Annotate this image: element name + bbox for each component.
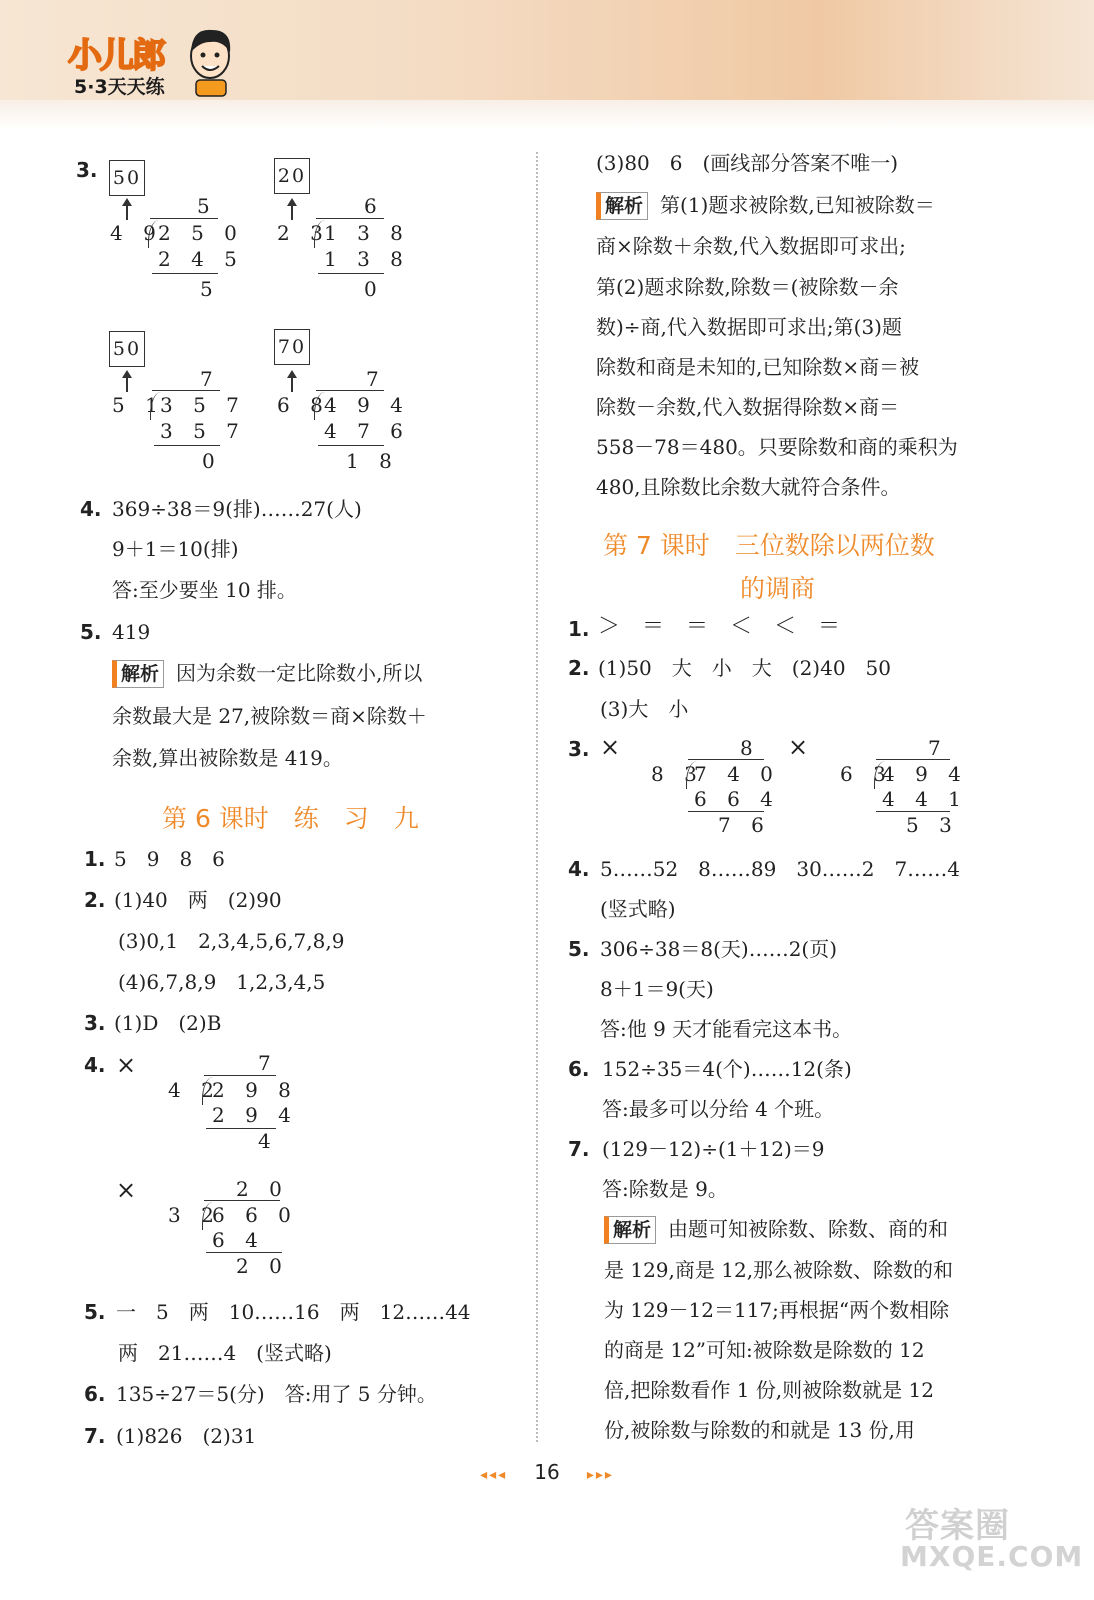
- answer-line: (3)80 6 (画线部分答案不唯一): [596, 151, 899, 175]
- next-arrows-icon: ▸▸▸: [586, 1467, 614, 1483]
- quotient: 7: [258, 1051, 278, 1075]
- question-number: 2.: [84, 888, 106, 912]
- analysis-text: 由题可知被除数、除数、商的和: [668, 1217, 949, 1241]
- analysis-line: 商×除数＋余数,代入数据即可求出;: [596, 234, 906, 258]
- product: 4 4 1: [882, 787, 968, 811]
- answer-line: 135÷27＝5(分) 答:用了 5 分钟。: [116, 1382, 437, 1406]
- subtract-line: [152, 273, 218, 274]
- dividend: 7 4 0: [694, 762, 780, 786]
- quotient: 2 0: [236, 1177, 289, 1201]
- divisor: 5 1: [112, 393, 165, 417]
- question-number: 4.: [80, 497, 102, 521]
- remainder: 1 8: [346, 449, 399, 473]
- answer-box: 70: [274, 329, 310, 365]
- analysis-line: 数)÷商,代入数据即可求出;第(3)题: [596, 315, 902, 339]
- analysis-line: 除数－余数,代入数据得除数×商＝: [596, 395, 900, 419]
- analysis-line: 480,且除数比余数大就符合条件。: [596, 475, 901, 499]
- answer-line: 答:至少要坐 10 排。: [112, 578, 297, 602]
- answer-line: 答:除数是 9。: [602, 1177, 728, 1201]
- divisor: 4 2: [168, 1078, 221, 1102]
- divisor: 6 3: [840, 762, 893, 786]
- product: 2 9 4: [212, 1103, 298, 1127]
- divisor: 2 3: [277, 221, 330, 245]
- analysis-line: [596, 190, 935, 220]
- question-number: 7.: [84, 1424, 106, 1448]
- remainder: 5 3: [906, 813, 959, 837]
- divisor: 3 2: [168, 1203, 221, 1227]
- division-bar: [204, 1200, 280, 1201]
- subtract-line: [318, 445, 384, 446]
- answer-line: 152÷35＝4(个)……12(条): [602, 1057, 852, 1081]
- question-number: 3.: [84, 1011, 106, 1035]
- product: 3 5 7: [160, 419, 246, 443]
- answer-box: 50: [109, 160, 145, 196]
- divisor: 8 3: [651, 762, 704, 786]
- divisor: 4 9: [110, 221, 163, 245]
- answer-line: 419: [112, 620, 151, 644]
- dividend: 6 6 0: [212, 1203, 298, 1227]
- question-number: 4.: [568, 857, 590, 881]
- answer-line: ＞ ＝ ＝ ＜ ＜ ＝: [598, 614, 841, 639]
- question-number: 3.: [76, 158, 98, 182]
- quotient: 6: [364, 194, 384, 218]
- answer-line: 369÷38＝9(排)……27(人): [112, 497, 362, 521]
- answer-line: (1)40 两 (2)90: [114, 888, 282, 912]
- divisor: 6 8: [277, 393, 330, 417]
- question-number: 1.: [84, 847, 106, 871]
- watermark-logo: 答案圈: [905, 1506, 1010, 1546]
- wrong-mark: ×: [116, 1051, 137, 1079]
- remainder: 4: [258, 1129, 278, 1153]
- question-number: 5.: [84, 1300, 106, 1324]
- question-number: 5.: [568, 937, 590, 961]
- question-number: 5.: [80, 620, 102, 644]
- answer-box: 20: [274, 158, 310, 194]
- analysis-tag: 解析: [604, 1216, 656, 1244]
- dividend: 3 5 7: [160, 393, 246, 417]
- question-number: 2.: [568, 656, 590, 680]
- dividend: 2 5 0: [158, 221, 244, 245]
- product: 6 4: [212, 1228, 265, 1252]
- division-bar: [150, 218, 218, 219]
- wrong-mark: ×: [788, 733, 809, 761]
- brand-logo: 小儿郎: [68, 36, 164, 76]
- answer-line: (1)826 (2)31: [116, 1424, 257, 1448]
- answer-line: (3)大 小: [600, 697, 689, 721]
- division-bar: [688, 759, 764, 760]
- answer-line: 两 21……4 (竖式略): [118, 1341, 332, 1365]
- division-bar: [316, 218, 384, 219]
- analysis-text: 第(1)题求被除数,已知被除数＝: [660, 193, 935, 217]
- division-bar: [152, 390, 220, 391]
- subtract-line: [154, 445, 220, 446]
- answer-line: 答:他 9 天才能看完这本书。: [600, 1017, 853, 1041]
- prev-arrows-icon: ◂◂◂: [480, 1467, 508, 1483]
- remainder: 0: [202, 449, 222, 473]
- quotient: 7: [200, 367, 220, 391]
- answer-line: (4)6,7,8,9 1,2,3,4,5: [118, 970, 326, 994]
- quotient: 7: [928, 736, 948, 760]
- answer-line: (竖式略): [600, 897, 676, 921]
- answer-box: 50: [109, 331, 145, 367]
- dividend: 1 3 8: [324, 221, 410, 245]
- lesson-title-cont: 的调商: [740, 574, 816, 603]
- quotient: 8: [740, 736, 760, 760]
- subtract-line: [318, 273, 384, 274]
- brand-subtitle: 5·3天天练: [74, 76, 165, 98]
- answer-line: (1)D (2)B: [114, 1011, 222, 1035]
- question-number: 6.: [84, 1382, 106, 1406]
- question-number: 7.: [568, 1137, 590, 1161]
- lesson-title: 第 7 课时 三位数除以两位数: [603, 531, 935, 560]
- column-divider: [536, 152, 538, 1442]
- remainder: 2 0: [236, 1254, 289, 1278]
- dividend: 4 9 4: [882, 762, 968, 786]
- answer-line: 一 5 两 10……16 两 12……44: [116, 1300, 471, 1324]
- analysis-tag: 解析: [112, 660, 164, 688]
- remainder: 0: [364, 277, 384, 301]
- product: 1 3 8: [324, 247, 410, 271]
- answer-line: 5……52 8……89 30……2 7……4: [600, 857, 960, 881]
- question-number: 1.: [568, 617, 590, 641]
- answer-line: 8＋1＝9(天): [600, 977, 714, 1001]
- analysis-line: 第(2)题求除数,除数＝(被除数－余: [596, 275, 899, 299]
- lesson-title: 第 6 课时 练 习 九: [162, 804, 419, 833]
- remainder: 7 6: [718, 813, 771, 837]
- analysis-line: 除数和商是未知的,已知除数×商＝被: [596, 355, 920, 379]
- answer-line: 306÷38＝8(天)……2(页): [600, 937, 838, 961]
- answer-line: 答:最多可以分给 4 个班。: [602, 1097, 835, 1121]
- header-fade: [0, 100, 1094, 130]
- dividend: 2 9 8: [212, 1078, 298, 1102]
- quotient: 5: [197, 194, 217, 218]
- quotient: 7: [366, 367, 386, 391]
- question-number: 6.: [568, 1057, 590, 1081]
- division-bar: [876, 759, 950, 760]
- analysis-line: 余数,算出被除数是 419。: [112, 746, 343, 770]
- product: 4 7 6: [324, 419, 410, 443]
- wrong-mark: ×: [116, 1176, 137, 1204]
- analysis-line: 余数最大是 27,被除数＝商×除数＋: [112, 704, 427, 728]
- division-bar: [204, 1075, 276, 1076]
- answer-line: (1)50 大 小 大 (2)40 50: [598, 656, 892, 680]
- analysis-text: 因为余数一定比除数小,所以: [176, 661, 423, 685]
- answer-line: 9＋1＝10(排): [112, 537, 239, 561]
- answer-line: (129－12)÷(1＋12)＝9: [602, 1137, 825, 1161]
- answer-line: (3)0,1 2,3,4,5,6,7,8,9: [118, 929, 345, 953]
- answer-line: 5 9 8 6: [114, 847, 225, 871]
- analysis-line: [604, 1214, 948, 1244]
- question-number: 4.: [84, 1053, 106, 1077]
- analysis-line: 是 129,商是 12,那么被除数、除数的和: [604, 1258, 954, 1282]
- division-bar: [316, 390, 384, 391]
- wrong-mark: ×: [600, 733, 621, 761]
- question-number: 3.: [568, 737, 590, 761]
- analysis-tag: 解析: [596, 192, 648, 220]
- analysis-line: 为 129－12＝117;再根据“两个数相除: [604, 1298, 950, 1322]
- dividend: 4 9 4: [324, 393, 410, 417]
- remainder: 5: [200, 277, 220, 301]
- analysis-line: 份,被除数与除数的和就是 13 份,用: [604, 1418, 915, 1442]
- product: 2 4 5: [158, 247, 244, 271]
- analysis-line: 的商是 12”可知:被除数是除数的 12: [604, 1338, 925, 1362]
- analysis-line: [112, 658, 422, 688]
- page-footer: [0, 1460, 1094, 1484]
- analysis-line: 倍,把除数看作 1 份,则被除数就是 12: [604, 1378, 934, 1402]
- page-number: 16: [534, 1460, 560, 1484]
- mascot-icon: [182, 22, 238, 98]
- watermark-url: MXQE.COM: [900, 1540, 1084, 1573]
- product: 6 6 4: [694, 787, 780, 811]
- analysis-line: 558－78＝480。只要除数和商的乘积为: [596, 435, 958, 459]
